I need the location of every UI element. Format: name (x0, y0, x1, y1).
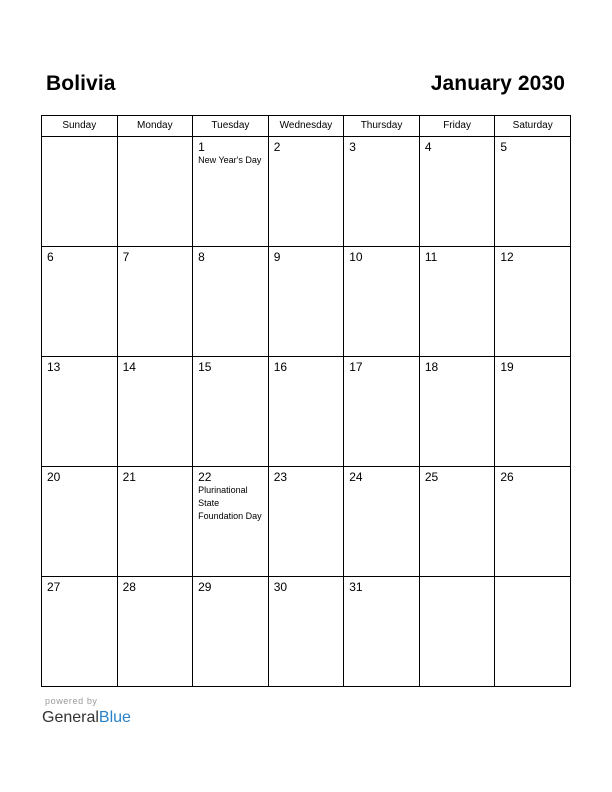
week-row (42, 467, 571, 577)
day-number: 24 (349, 470, 363, 484)
day-cell (344, 357, 420, 467)
week-row (42, 247, 571, 357)
brand-general: General (42, 709, 99, 726)
weekday-wednesday: Wednesday (268, 116, 344, 137)
generalblue-logo[interactable] (42, 696, 131, 728)
day-cell (495, 137, 571, 247)
day-number: 13 (47, 360, 61, 374)
brand-name (42, 708, 131, 728)
day-number: 10 (349, 250, 363, 264)
day-cell (419, 467, 495, 577)
day-number: 16 (273, 360, 288, 374)
brand-blue: Blue (98, 709, 131, 726)
day-number: 18 (424, 360, 439, 374)
holiday-label: New Year's Day (198, 155, 262, 165)
calendar-grid (41, 115, 571, 687)
day-cell (419, 577, 495, 687)
day-number: 2 (273, 140, 281, 154)
day-number: 29 (198, 580, 212, 594)
day-cell (344, 467, 420, 577)
day-cell (117, 577, 193, 687)
day-number: 20 (47, 470, 61, 484)
day-number: 15 (198, 360, 212, 374)
day-cell (193, 467, 269, 577)
day-cell (193, 357, 269, 467)
weekday-friday: Friday (419, 116, 495, 137)
day-cell (268, 137, 344, 247)
day-cell (117, 137, 193, 247)
day-cell (495, 467, 571, 577)
day-number: 9 (273, 250, 281, 264)
day-number: 23 (273, 470, 288, 484)
day-cell (42, 357, 118, 467)
day-cell (495, 357, 571, 467)
day-number: 30 (273, 580, 288, 594)
week-row (42, 577, 571, 687)
day-number: 11 (424, 250, 438, 264)
holiday-label: Plurinational State Foundation Day (198, 485, 262, 521)
day-number: 22 (198, 470, 212, 484)
country-title: Bolivia (46, 72, 116, 95)
day-number: 21 (122, 470, 136, 484)
day-cell (419, 247, 495, 357)
day-cell (344, 577, 420, 687)
day-cell (193, 577, 269, 687)
day-number: 3 (349, 140, 356, 154)
powered-by-label: powered by (45, 696, 98, 706)
weekday-monday: Monday (117, 116, 193, 137)
day-cell (42, 247, 118, 357)
day-cell (419, 137, 495, 247)
day-cell (117, 247, 193, 357)
day-number: 17 (349, 360, 363, 374)
day-cell (495, 577, 571, 687)
month-title: January 2030 (430, 72, 565, 95)
day-cell (117, 467, 193, 577)
day-cell (344, 137, 420, 247)
day-number: 19 (500, 360, 514, 374)
day-cell (419, 357, 495, 467)
day-number: 7 (122, 250, 130, 264)
day-cell (268, 577, 344, 687)
day-number: 27 (47, 580, 61, 594)
day-number: 31 (349, 580, 363, 594)
day-number: 12 (500, 250, 514, 264)
day-cell (344, 247, 420, 357)
day-number: 14 (122, 360, 136, 374)
weekday-sunday: Sunday (42, 116, 118, 137)
day-number: 1 (198, 140, 205, 154)
day-cell (117, 357, 193, 467)
day-cell (193, 137, 269, 247)
weekday-tuesday: Tuesday (193, 116, 269, 137)
weekday-header-row (42, 116, 571, 137)
day-cell (42, 467, 118, 577)
day-number: 26 (500, 470, 514, 484)
day-cell (495, 247, 571, 357)
day-number: 5 (500, 140, 508, 154)
day-number: 28 (122, 580, 136, 594)
day-cell (42, 137, 118, 247)
week-row (42, 357, 571, 467)
weekday-saturday: Saturday (495, 116, 571, 137)
day-number: 4 (424, 140, 432, 154)
day-cell (268, 247, 344, 357)
day-cell (268, 467, 344, 577)
day-number: 25 (424, 470, 439, 484)
day-cell (42, 577, 118, 687)
day-cell (268, 357, 344, 467)
week-row (42, 137, 571, 247)
day-number: 6 (47, 250, 54, 264)
day-cell (193, 247, 269, 357)
weekday-thursday: Thursday (344, 116, 420, 137)
day-number: 8 (198, 250, 205, 264)
